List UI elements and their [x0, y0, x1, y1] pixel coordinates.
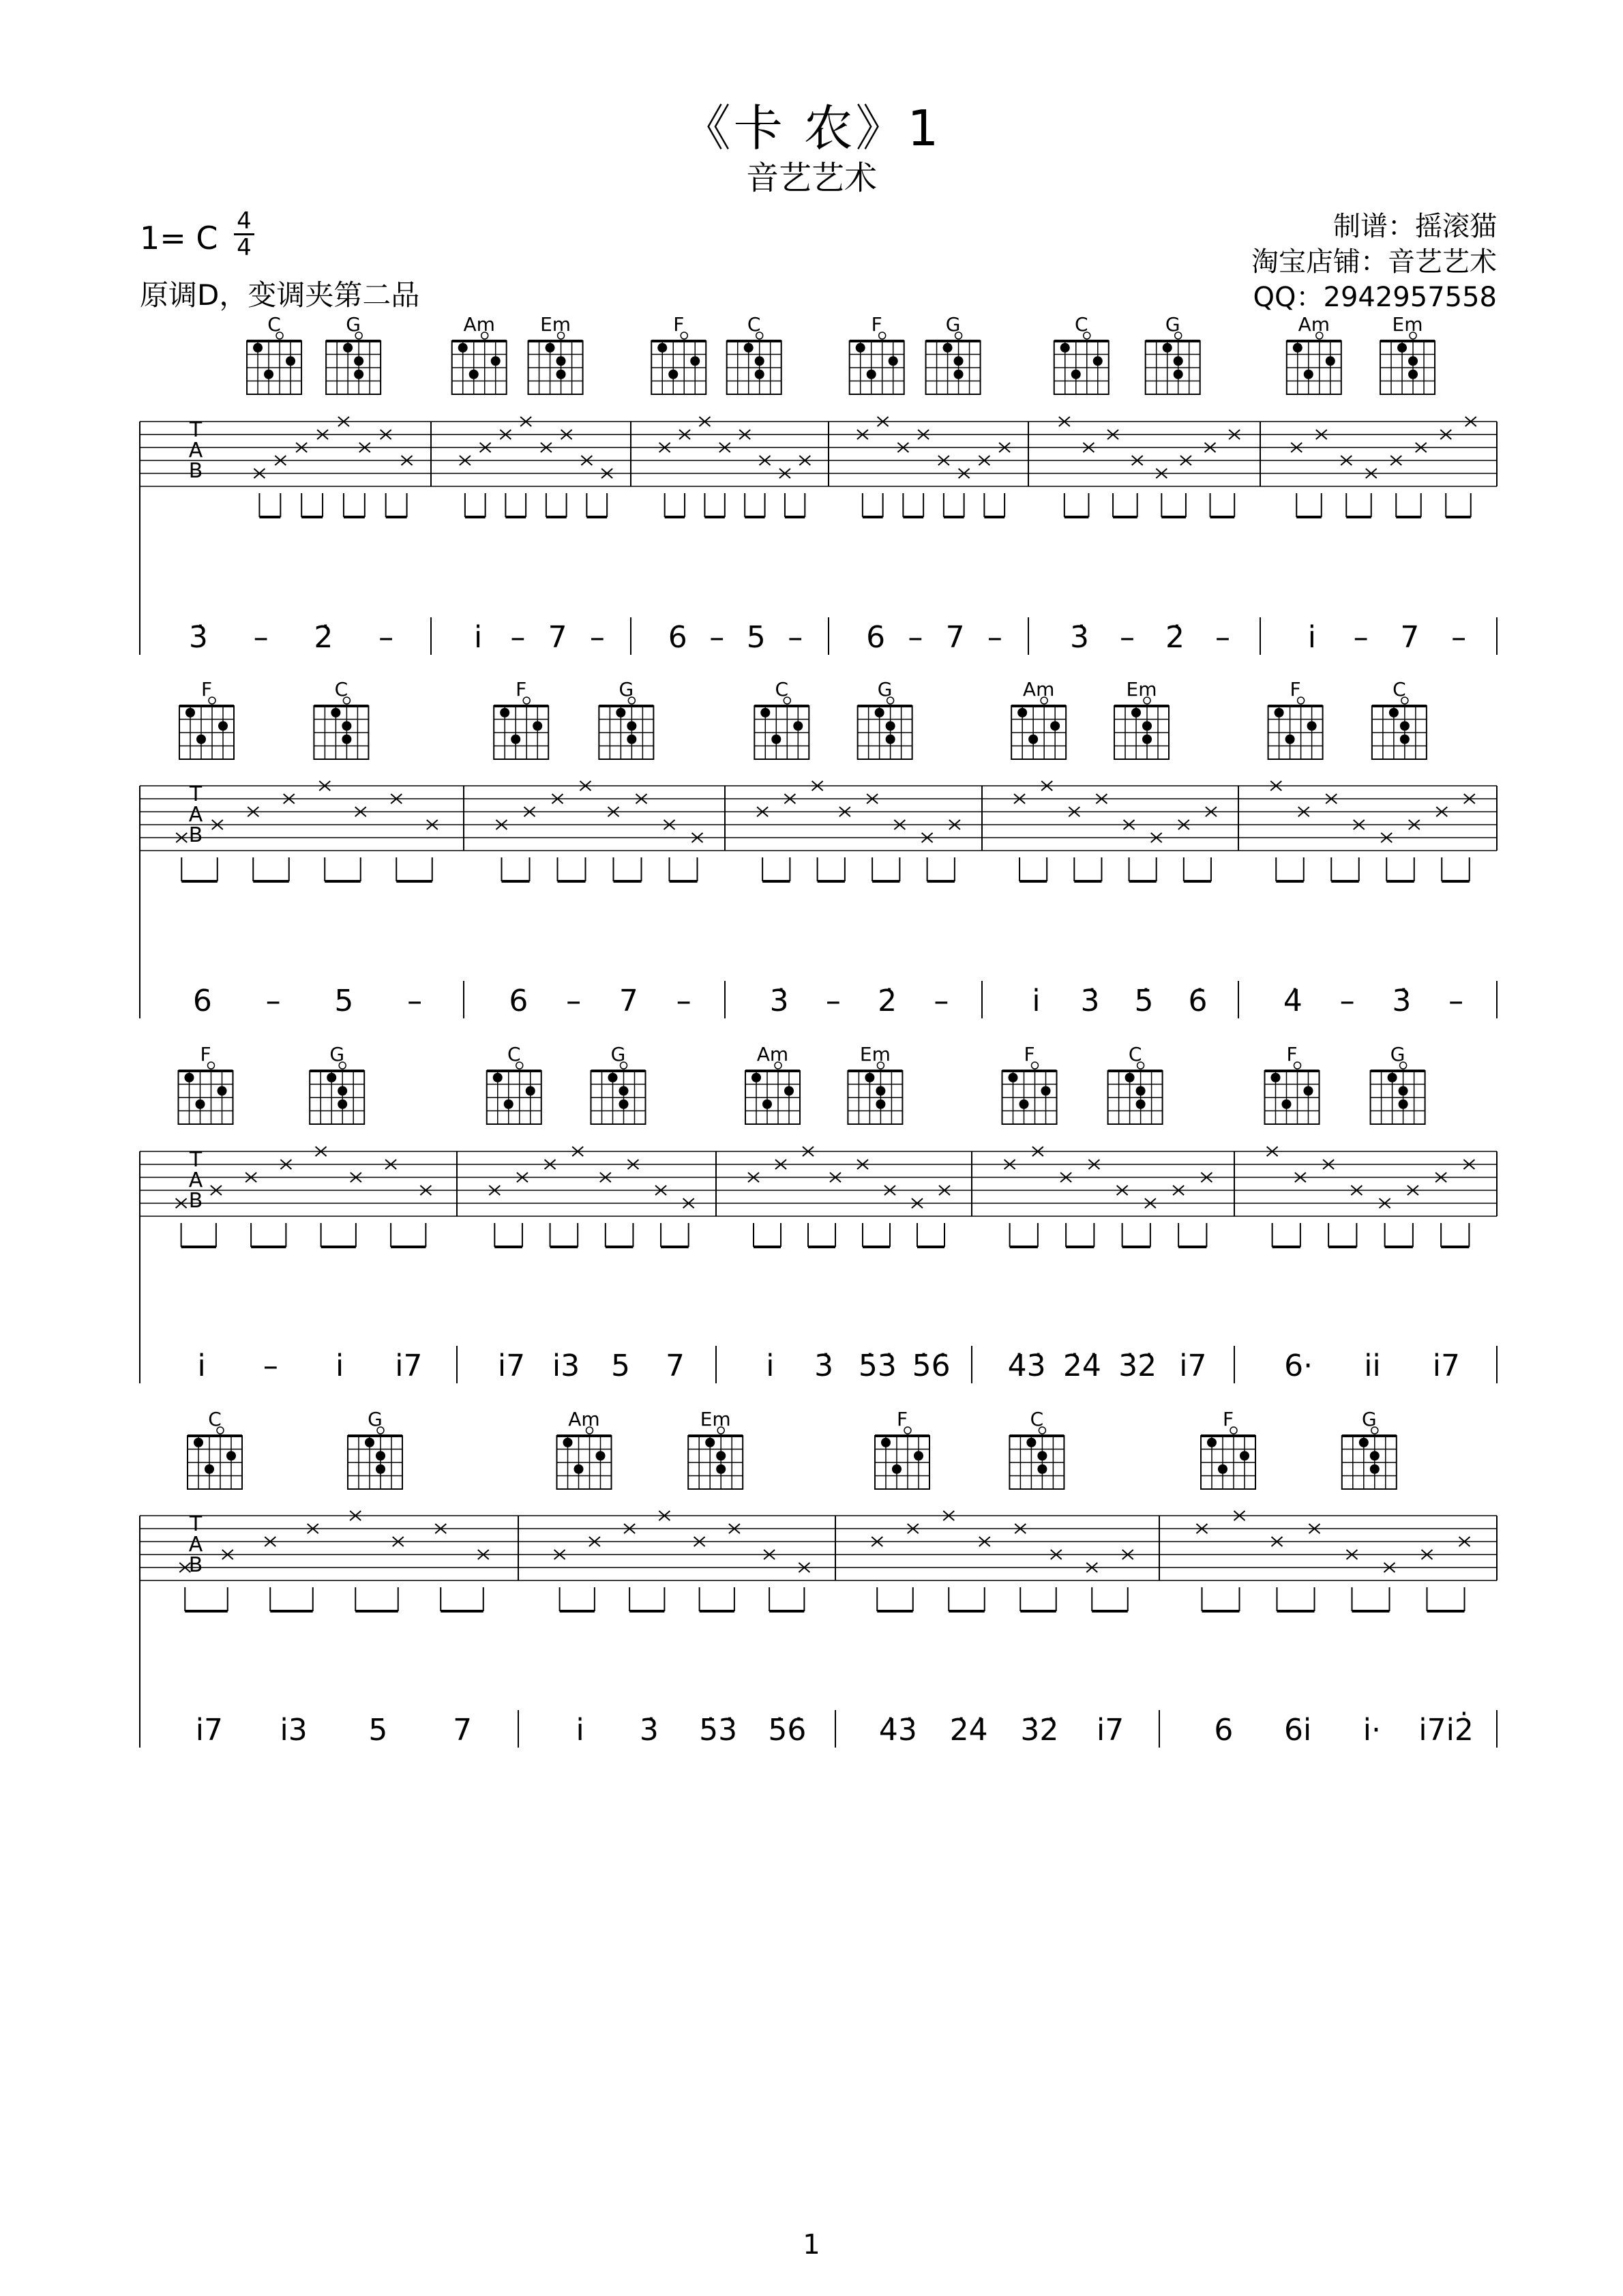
- finger-dot: [196, 735, 206, 744]
- finger-dot: [185, 1073, 194, 1083]
- finger-dot: [327, 1073, 336, 1083]
- finger-dot: [563, 1438, 573, 1447]
- finger-dot: [619, 1100, 629, 1109]
- chord-name: G: [346, 313, 361, 336]
- chord-name: C: [1074, 313, 1088, 336]
- jianpu-note: 3̇: [639, 1713, 659, 1748]
- chord-name: G: [945, 313, 961, 336]
- finger-dot: [338, 1100, 347, 1109]
- finger-dot: [1125, 1073, 1135, 1083]
- capo-note: 原调D，变调夹第二品: [140, 278, 420, 312]
- finger-dot: [690, 356, 700, 366]
- finger-dot: [616, 708, 625, 718]
- jianpu-note: 3̇: [188, 620, 208, 655]
- chord-name: F: [1024, 1043, 1035, 1065]
- jianpu-note: i̇: [197, 1349, 206, 1383]
- finger-dot: [354, 356, 363, 366]
- tab-clef-letter: B: [188, 1189, 203, 1213]
- finger-dot: [1271, 1073, 1281, 1083]
- jianpu-note: i̇·: [1363, 1713, 1381, 1748]
- finger-dot: [1028, 735, 1038, 744]
- finger-dot: [1304, 370, 1313, 379]
- jianpu-note: 6: [509, 984, 528, 1018]
- finger-dot: [1019, 1100, 1029, 1109]
- jianpu-note: –: [1339, 984, 1355, 1018]
- finger-dot: [943, 343, 953, 353]
- jianpu-note: 2̇4̇: [1062, 1349, 1101, 1383]
- jianpu-note: –: [253, 620, 269, 655]
- jianpu-note: –: [934, 984, 949, 1018]
- finger-dot: [500, 708, 509, 718]
- jianpu-note: –: [1120, 620, 1135, 655]
- finger-dot: [867, 370, 876, 379]
- chord-name: G: [368, 1408, 383, 1430]
- chord-name: G: [329, 1043, 345, 1065]
- jianpu-note: –: [825, 984, 841, 1018]
- chord-name: C: [747, 313, 761, 336]
- finger-dot: [1207, 1438, 1217, 1447]
- finger-dot: [954, 370, 964, 379]
- chord-name: Am: [568, 1408, 600, 1430]
- jianpu-note: –: [709, 620, 725, 655]
- chord-name: G: [877, 678, 893, 701]
- song-subtitle: 音艺艺术: [745, 159, 877, 197]
- finger-dot: [886, 721, 895, 731]
- finger-dot: [856, 343, 865, 353]
- jianpu-note: i̇3: [552, 1349, 580, 1383]
- jianpu-note: 7: [666, 1349, 685, 1383]
- finger-dot: [716, 1451, 726, 1460]
- finger-dot: [1060, 343, 1070, 353]
- tab-clef-letter: T: [189, 1148, 203, 1172]
- finger-dot: [889, 356, 898, 366]
- chord-name: Em: [700, 1408, 731, 1430]
- finger-dot: [1026, 1438, 1036, 1447]
- chord-name: Em: [540, 313, 571, 336]
- chord-name: Em: [859, 1043, 891, 1065]
- chord-name: C: [334, 678, 348, 701]
- finger-dot: [751, 1073, 761, 1083]
- jianpu-note: i̇7i̇2̇: [1418, 1713, 1474, 1748]
- jianpu-note: –: [263, 1349, 278, 1383]
- chord-name: F: [896, 1408, 908, 1430]
- jianpu-note: –: [589, 620, 605, 655]
- finger-dot: [205, 1465, 214, 1474]
- finger-dot: [1359, 1438, 1369, 1447]
- finger-dot: [914, 1451, 923, 1460]
- key-signature: 1= C: [140, 220, 218, 256]
- jianpu-note: 3̇2̇: [1020, 1713, 1059, 1748]
- finger-dot: [376, 1451, 385, 1460]
- finger-dot: [755, 370, 764, 379]
- finger-dot: [1307, 721, 1317, 731]
- finger-dot: [875, 708, 884, 718]
- finger-dot: [771, 735, 781, 744]
- finger-dot: [1275, 708, 1284, 718]
- chord-name: Am: [1298, 313, 1330, 336]
- jianpu-note: i̇: [336, 1349, 344, 1383]
- jianpu-note: –: [908, 620, 923, 655]
- finger-dot: [1174, 370, 1183, 379]
- jianpu-note: 7: [453, 1713, 473, 1748]
- chord-name: Am: [463, 313, 495, 336]
- chord-name: C: [1030, 1408, 1044, 1430]
- finger-dot: [504, 1100, 513, 1109]
- finger-dot: [657, 343, 667, 353]
- finger-dot: [1397, 343, 1407, 353]
- finger-dot: [493, 1073, 503, 1083]
- jianpu-note: 5̇6̇: [912, 1349, 951, 1383]
- finger-dot: [793, 721, 803, 731]
- finger-dot: [1293, 343, 1302, 353]
- finger-dot: [744, 343, 754, 353]
- chord-name: F: [1222, 1408, 1234, 1430]
- finger-dot: [1131, 708, 1141, 718]
- tab-clef-letter: A: [188, 1168, 203, 1192]
- chord-name: G: [610, 1043, 626, 1065]
- chord-name: C: [507, 1043, 521, 1065]
- jianpu-note: 5̇: [1134, 984, 1154, 1018]
- chord-name: F: [871, 313, 882, 336]
- jianpu-note: i̇7: [1097, 1713, 1125, 1748]
- finger-dot: [286, 356, 295, 366]
- jianpu-note: i̇i̇: [1364, 1349, 1381, 1383]
- finger-dot: [1400, 735, 1410, 744]
- finger-dot: [1408, 370, 1418, 379]
- jianpu-note: 7: [548, 620, 567, 655]
- time-signature-bottom: 4: [237, 234, 252, 261]
- finger-dot: [185, 708, 195, 718]
- finger-dot: [342, 721, 351, 731]
- jianpu-note: 6̇: [1188, 984, 1208, 1018]
- finger-dot: [1136, 1086, 1146, 1095]
- tab-clef-letter: B: [188, 1553, 203, 1577]
- jianpu-note: 6: [668, 620, 687, 655]
- finger-dot: [1370, 1465, 1380, 1474]
- jianpu-note: 4̇: [1283, 984, 1302, 1018]
- jianpu-note: 4̇3̇: [1007, 1349, 1046, 1383]
- tab-clef-letter: A: [188, 1533, 203, 1557]
- jianpu-note: –: [566, 984, 582, 1018]
- jianpu-note: –: [788, 620, 803, 655]
- chord-name: Em: [1126, 678, 1157, 701]
- finger-dot: [533, 721, 542, 731]
- finger-dot: [469, 370, 479, 379]
- finger-dot: [1240, 1451, 1249, 1460]
- finger-dot: [354, 370, 363, 379]
- finger-dot: [546, 343, 555, 353]
- jianpu-note: –: [1215, 620, 1230, 655]
- jianpu-note: –: [676, 984, 691, 1018]
- tab-clef-letter: T: [189, 782, 203, 806]
- finger-dot: [892, 1465, 902, 1474]
- page-number: 1: [803, 2229, 820, 2261]
- finger-dot: [1017, 708, 1027, 718]
- finger-dot: [1136, 1100, 1146, 1109]
- jianpu-note: i̇7: [195, 1713, 223, 1748]
- chord-name: G: [619, 678, 634, 701]
- tab-clef-letter: T: [189, 1512, 203, 1536]
- finger-dot: [1037, 1451, 1047, 1460]
- finger-dot: [556, 356, 566, 366]
- finger-dot: [1093, 356, 1103, 366]
- jianpu-note: –: [378, 620, 394, 655]
- jianpu-note: 4̇3̇: [878, 1713, 917, 1748]
- finger-dot: [1370, 1451, 1380, 1460]
- finger-dot: [705, 1438, 715, 1447]
- finger-dot: [491, 356, 501, 366]
- finger-dot: [574, 1465, 584, 1474]
- jianpu-note: 3̇: [814, 1349, 834, 1383]
- jianpu-note: i̇: [766, 1349, 775, 1383]
- finger-dot: [511, 735, 520, 744]
- finger-dot: [1408, 356, 1418, 366]
- jianpu-note: 5: [334, 984, 354, 1018]
- finger-dot: [365, 1438, 374, 1447]
- finger-dot: [716, 1465, 726, 1474]
- finger-dot: [1389, 708, 1399, 718]
- finger-dot: [881, 1438, 891, 1447]
- chord-name: C: [1128, 1043, 1142, 1065]
- finger-dot: [1174, 356, 1183, 366]
- jianpu-note: 6: [866, 620, 886, 655]
- chord-name: Am: [1022, 678, 1055, 701]
- jianpu-note: i̇: [1307, 620, 1316, 655]
- finger-dot: [1399, 1100, 1408, 1109]
- finger-dot: [1326, 356, 1335, 366]
- chord-name: F: [200, 1043, 211, 1065]
- chord-name: C: [775, 678, 789, 701]
- chord-name: C: [208, 1408, 222, 1430]
- finger-dot: [627, 721, 636, 731]
- finger-dot: [755, 356, 764, 366]
- finger-dot: [762, 1100, 772, 1109]
- finger-dot: [526, 1086, 535, 1095]
- chord-name: Am: [756, 1043, 789, 1065]
- finger-dot: [1388, 1073, 1397, 1083]
- jianpu-note: i̇: [474, 620, 483, 655]
- jianpu-note: 3̇2̇: [1118, 1349, 1157, 1383]
- finger-dot: [1071, 370, 1081, 379]
- jianpu-note: 6·: [1284, 1349, 1313, 1383]
- jianpu-note: 3̇: [1080, 984, 1100, 1018]
- finger-dot: [596, 1451, 606, 1460]
- jianpu-note: i̇: [576, 1713, 584, 1748]
- finger-dot: [218, 721, 228, 731]
- tab-clef-letter: B: [188, 823, 203, 847]
- finger-dot: [1041, 1086, 1051, 1095]
- finger-dot: [784, 1086, 794, 1095]
- finger-dot: [218, 1086, 227, 1095]
- jianpu-note: 2̇: [1165, 620, 1185, 655]
- jianpu-note: 2̇: [314, 620, 333, 655]
- time-signature-top: 4: [237, 207, 252, 235]
- jianpu-note: 3̇: [769, 984, 789, 1018]
- chord-name: C: [1393, 678, 1406, 701]
- finger-dot: [253, 343, 263, 353]
- jianpu-note: 2̇: [878, 984, 897, 1018]
- chord-name: F: [1286, 1043, 1298, 1065]
- tab-clef-letter: A: [188, 439, 203, 462]
- jianpu-note: 3̇: [1070, 620, 1089, 655]
- chord-name: G: [1390, 1043, 1405, 1065]
- finger-dot: [1009, 1073, 1018, 1083]
- chord-name: G: [1361, 1408, 1377, 1430]
- finger-dot: [376, 1465, 385, 1474]
- jianpu-note: 5: [368, 1713, 388, 1748]
- tab-clef-letter: T: [189, 418, 203, 442]
- jianpu-note: i̇7: [1179, 1349, 1207, 1383]
- finger-dot: [194, 1438, 203, 1447]
- jianpu-note: –: [987, 620, 1002, 655]
- chord-name: F: [516, 678, 527, 701]
- jianpu-note: 6i̇: [1284, 1713, 1312, 1748]
- jianpu-note: 7: [945, 620, 965, 655]
- finger-dot: [876, 1100, 885, 1109]
- jianpu-note: –: [1353, 620, 1369, 655]
- finger-dot: [1304, 1086, 1313, 1095]
- finger-dot: [1285, 735, 1295, 744]
- chord-name: G: [1165, 313, 1180, 336]
- finger-dot: [343, 343, 353, 353]
- jianpu-note: i̇: [1032, 984, 1041, 1018]
- shop-credit: 淘宝店铺：音艺艺术: [1251, 246, 1497, 278]
- finger-dot: [876, 1086, 885, 1095]
- jianpu-note: –: [1448, 984, 1464, 1018]
- finger-dot: [760, 708, 770, 718]
- jianpu-note: 5̇3̇: [699, 1713, 738, 1748]
- finger-dot: [338, 1086, 347, 1095]
- finger-dot: [264, 370, 273, 379]
- jianpu-note: –: [265, 984, 281, 1018]
- finger-dot: [331, 708, 340, 718]
- chord-name: F: [673, 313, 685, 336]
- jianpu-note: –: [510, 620, 526, 655]
- finger-dot: [954, 356, 964, 366]
- jianpu-note: i̇7: [1432, 1349, 1460, 1383]
- chord-name: C: [267, 313, 281, 336]
- jianpu-note: –: [407, 984, 423, 1018]
- jianpu-note: i̇7: [497, 1349, 526, 1383]
- arranger-credit: 制谱：摇滚猫: [1333, 211, 1497, 242]
- song-title: 《卡 农》1: [681, 100, 942, 157]
- chord-name: F: [1290, 678, 1301, 701]
- finger-dot: [196, 1100, 205, 1109]
- jianpu-note: –: [1451, 620, 1467, 655]
- finger-dot: [1142, 735, 1152, 744]
- jianpu-note: 5̇3̇: [858, 1349, 897, 1383]
- chord-name: F: [200, 678, 213, 701]
- jianpu-note: 5̇6̇: [768, 1713, 807, 1748]
- finger-dot: [1400, 721, 1410, 731]
- jianpu-note: 2̇4̇: [949, 1713, 988, 1748]
- finger-dot: [886, 735, 895, 744]
- tab-clef-letter: A: [188, 803, 203, 827]
- finger-dot: [627, 735, 636, 744]
- jianpu-note: 5: [746, 620, 766, 655]
- chord-name: Em: [1392, 313, 1423, 336]
- finger-dot: [1037, 1465, 1047, 1474]
- tab-clef-letter: B: [188, 459, 203, 483]
- finger-dot: [865, 1073, 874, 1083]
- jianpu-note: 5: [611, 1349, 630, 1383]
- finger-dot: [1050, 721, 1060, 731]
- jianpu-note: 3̇: [1392, 984, 1412, 1018]
- finger-dot: [1218, 1465, 1227, 1474]
- finger-dot: [1163, 343, 1172, 353]
- finger-dot: [458, 343, 468, 353]
- jianpu-note: 7: [1400, 620, 1420, 655]
- finger-dot: [1282, 1100, 1292, 1109]
- finger-dot: [668, 370, 678, 379]
- jianpu-note: 7: [619, 984, 638, 1018]
- finger-dot: [608, 1073, 618, 1083]
- jianpu-note: i̇7: [395, 1349, 423, 1383]
- finger-dot: [1142, 721, 1152, 731]
- qq-credit: QQ：2942957558: [1253, 282, 1497, 313]
- finger-dot: [619, 1086, 629, 1095]
- jianpu-note: i̇3: [280, 1713, 308, 1748]
- finger-dot: [226, 1451, 236, 1460]
- finger-dot: [556, 370, 566, 379]
- finger-dot: [1399, 1086, 1408, 1095]
- jianpu-note: 6: [1214, 1713, 1234, 1748]
- jianpu-note: 6: [192, 984, 212, 1018]
- finger-dot: [342, 735, 351, 744]
